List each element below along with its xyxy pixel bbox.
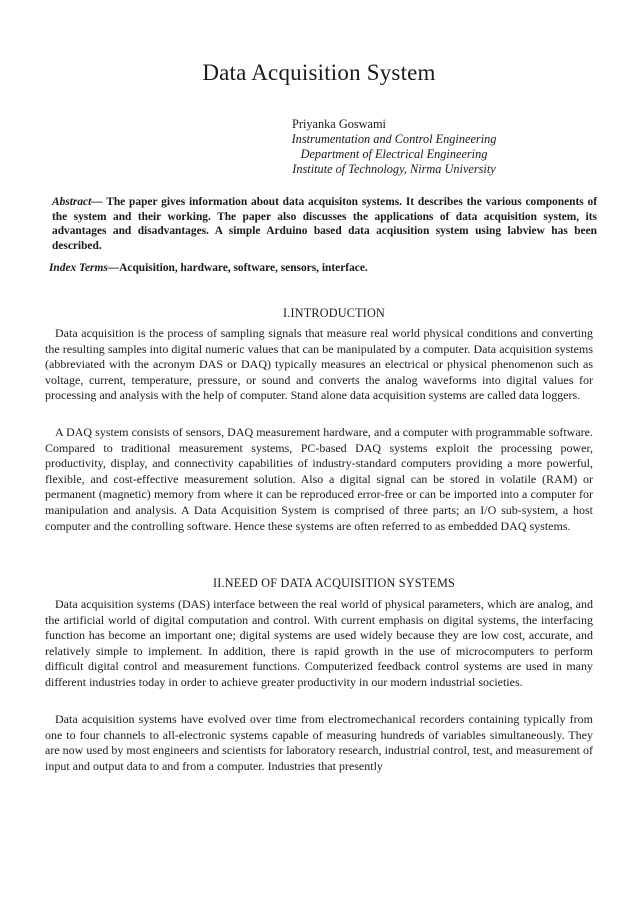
affiliation-line-2: Department of Electrical Engineering — [300, 147, 488, 161]
section-heading-introduction: I.INTRODUCTION — [283, 306, 385, 320]
paragraph-intro-1: Data acquisition is the process of sampling signals that measure real world physical conditions and converting the resulting samples into digital numeric values that can be manipulated by a computer. Data acquisition systems (abbreviated with the acronym DAS or DAQ) typically measures an electrical or physical phenomenon such as voltage, current, temperature, pressure, or sound and converts the analog waveforms into digital values for processing and analysis with the help of computer. Stand alone data acquisition systems are called data loggers. — [45, 326, 593, 403]
affiliation-line-1: Instrumentation and Control Engineering — [291, 132, 497, 146]
abstract — [52, 195, 597, 253]
author-block — [0, 117, 638, 177]
section-heading-need: II.NEED OF DATA ACQUISITION SYSTEMS — [213, 576, 455, 590]
paragraph-intro-2: A DAQ system consists of sensors, DAQ measurement hardware, and a computer with programmable software. Compared to traditional measurement systems, PC-based DAQ systems exploit the processing power, productivity, display, and connectivity capabilities of industry-standard computers providing a more powerful, flexible, and cost-effective measurement solution. Also a digital signal can be stored in volatile (RAM) or permanent (magnetic) memory from where it can be reproduced error-free or can be imported into a computer for manipulation and analysis. A Data Acquisition System is comprised of three parts; an I/O sub-system, a host computer and the controlling software. Hence these systems are often referred to as embedded DAQ systems. — [45, 425, 593, 533]
author-name: Priyanka Goswami — [292, 117, 386, 131]
paragraph-need-2: Data acquisition systems have evolved over time from electromechanical recorders containing typically from one to four channels to all-electronic systems capable of measuring hundreds of variables simultaneously. They are now used by most engineers and scientists for laboratory research, industrial control, test, and measurement of input and output data to and from a computer. Industries that presently — [45, 712, 593, 773]
abstract-lead: Abstract— — [52, 196, 103, 208]
index-terms — [49, 262, 594, 274]
affiliation-line-3: Institute of Technology, Nirma University — [292, 162, 496, 176]
abstract-text: The paper gives information about data acquisiton systems. It describes the various components of the system and their working. The paper also discusses the applications of data acquisition system, its advantages and disadvantages. A simple Arduino based data acqiusition system using labview has been described. — [52, 196, 597, 252]
paragraph-need-1: Data acquisition systems (DAS) interface between the real world of physical parameters, which are analog, and the artificial world of digital computation and control. With current emphasis on digital systems, the interfacing function has become an important one; digital systems are used widely because they are low cost, accurate, and relatively simple to implement. In addition, there is rapid growth in the use of microcomputers to perform difficult digital control and measurement functions. Computerized feedback control systems are used in many different industries today in order to achieve greater productivity in our modern industrial societies. — [45, 597, 593, 689]
index-terms-lead: Index Terms— — [49, 262, 120, 274]
paper-title: Data Acquisition System — [202, 60, 436, 85]
index-terms-text: Acquisition, hardware, software, sensors, interface. — [119, 262, 368, 274]
